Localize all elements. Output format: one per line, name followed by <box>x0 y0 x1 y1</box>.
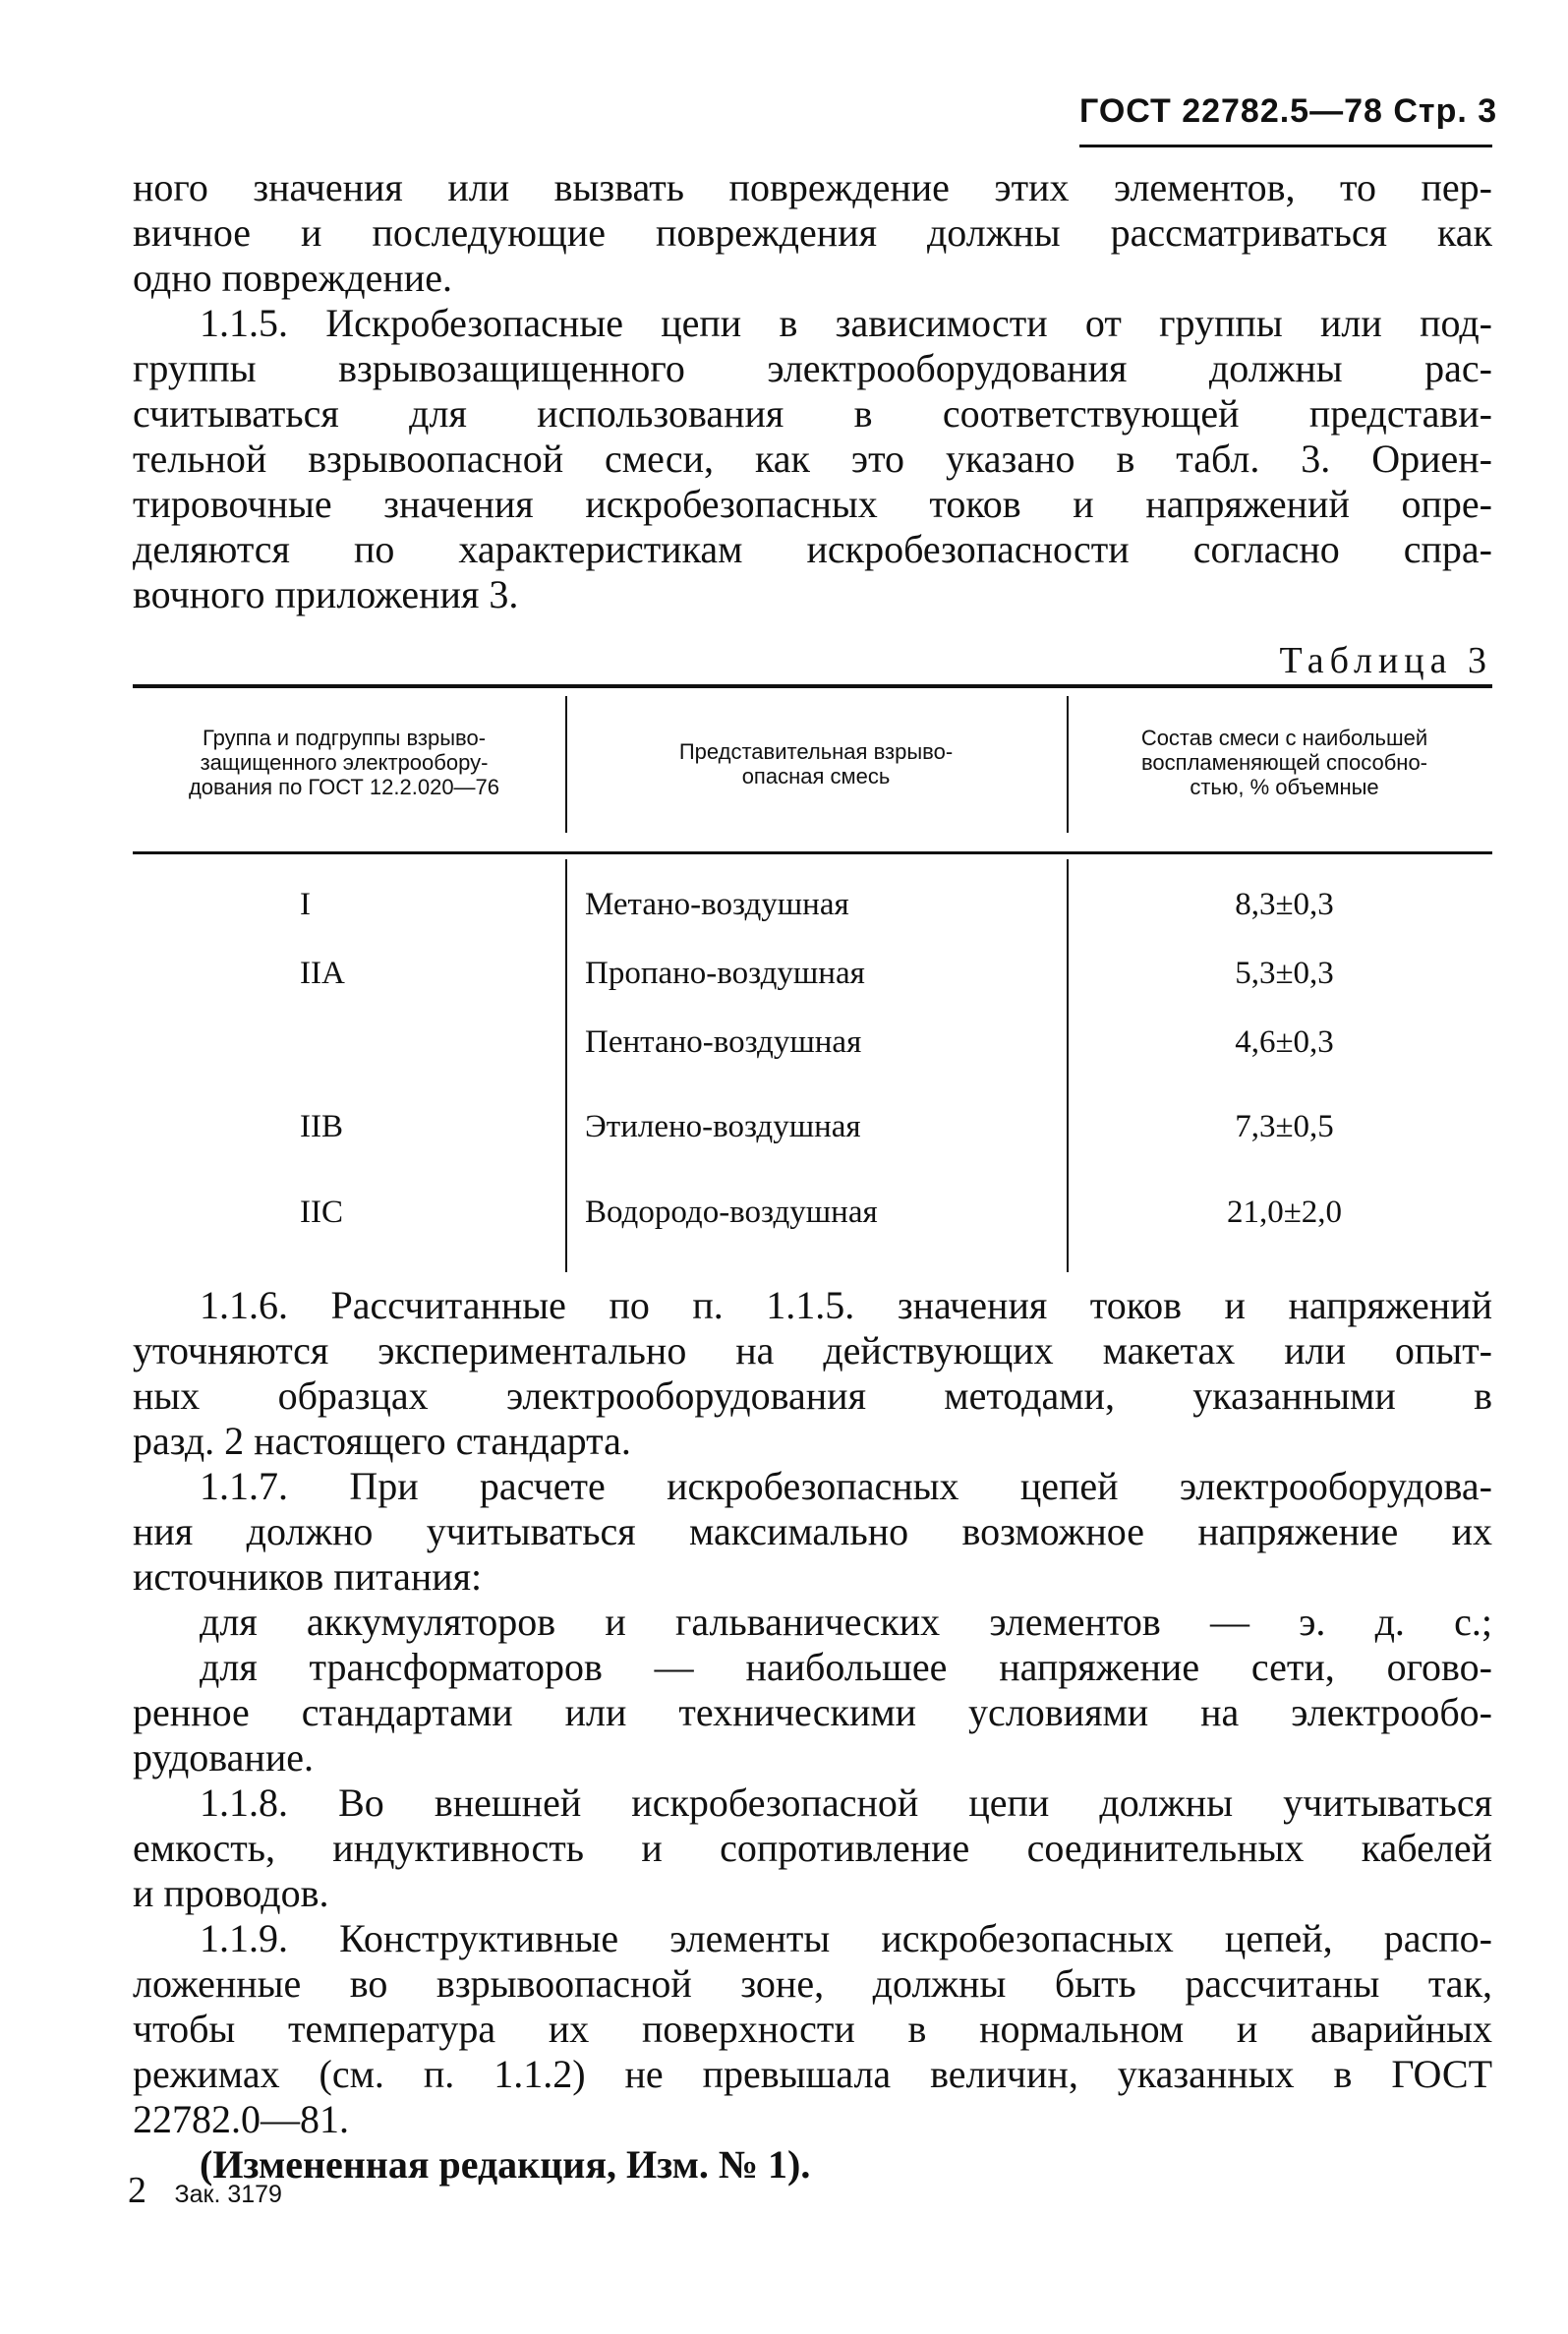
text-line: 1.1.6. Рассчитанные по п. 1.1.5. значения токов и напряжений <box>200 1283 1492 1327</box>
text-line: уточняются экспериментально на действующих макетах или опыт- <box>133 1328 1492 1372</box>
cell-mixture: Метано-воздушная <box>585 887 849 922</box>
paragraph-1-1-7 <box>133 1464 1492 1780</box>
table-header-rule <box>133 851 1492 854</box>
paragraph-continuation <box>133 165 1492 301</box>
text-line: для аккумуляторов и гальванических элементов — э. д. с.; <box>200 1600 1492 1644</box>
text-line: ложенные во взрывоопасной зоне, должны быть рассчитаны так, <box>133 1961 1492 2006</box>
table-row <box>133 1195 1492 1254</box>
order-number: Зак. 3179 <box>174 2181 282 2208</box>
cell-group: IIC <box>300 1195 343 1230</box>
cell-mixture: Пентано-воздушная <box>585 1024 862 1060</box>
amendment-note: (Измененная редакция, Изм. № 1). <box>200 2142 811 2187</box>
table-row <box>133 1024 1492 1083</box>
text-line: 1.1.9. Конструктивные элементы искробезопасных цепей, распо- <box>200 1916 1492 1960</box>
text-line: для трансформаторов — наибольшее напряжение сети, огово- <box>200 1645 1492 1689</box>
column-header-mixture: Представительная взрыво- опасная смесь <box>678 739 954 788</box>
cell-mixture: Пропано-воздушная <box>585 956 865 991</box>
paragraph-1-1-6 <box>133 1283 1492 1464</box>
column-header-group: Группа и подгруппы взрыво- защищенного электрообору- дования по ГОСТ 12.2.020—76 <box>188 726 500 799</box>
text-line: чтобы температура их поверхности в нормальном и аварийных <box>133 2007 1492 2051</box>
header-title: ГОСТ 22782.5—78 Стр. 3 <box>1079 92 1498 130</box>
cell-composition: 5,3±0,3 <box>1235 956 1334 991</box>
text-line: разд. 2 настоящего стандарта. <box>133 1419 631 1463</box>
paragraph-1-1-9 <box>133 1916 1492 2188</box>
text-line: ния должно учитываться максимально возможное напряжение их <box>133 1509 1492 1553</box>
page-header <box>1079 92 1498 147</box>
text-line: вичное и последующие повреждения должны рассматриваться как <box>133 210 1492 255</box>
table-row <box>133 956 1492 1015</box>
text-line: емкость, индуктивность и сопротивление соединительных кабелей <box>133 1826 1492 1870</box>
cell-mixture: Этилено-воздушная <box>585 1109 861 1144</box>
text-line: 1.1.8. Во внешней искробезопасной цепи должны учитываться <box>200 1780 1492 1825</box>
page-footer <box>128 2169 282 2212</box>
text-line: тировочные значения искробезопасных токов и напряжений опре- <box>133 482 1492 526</box>
cell-mixture: Водородо-воздушная <box>585 1195 878 1230</box>
text-line: источников питания: <box>133 1554 483 1599</box>
cell-group: IIB <box>300 1109 343 1144</box>
table-caption: Таблица 3 <box>1279 640 1492 681</box>
text-line: рудование. <box>133 1735 314 1780</box>
table-row <box>133 887 1492 946</box>
text-line: ренное стандартами или техническими условиями на электрообо- <box>133 1690 1492 1734</box>
text-line: 22782.0—81. <box>133 2097 349 2141</box>
page-number: 2 <box>128 2170 146 2211</box>
cell-composition: 7,3±0,5 <box>1235 1109 1334 1144</box>
cell-group: IIA <box>300 956 345 991</box>
text-line: деляются по характеристикам искробезопасности согласно спра- <box>133 527 1492 571</box>
cell-composition: 4,6±0,3 <box>1235 1024 1334 1060</box>
cell-composition: 8,3±0,3 <box>1235 887 1334 922</box>
column-header-composition: Состав смеси с наибольшей воспламеняющей способно- стью, % объемные <box>1140 726 1428 799</box>
text-line: 1.1.7. При расчете искробезопасных цепей электрооборудова- <box>200 1464 1492 1508</box>
text-line: тельной взрывоопасной смеси, как это указано в табл. 3. Ориен- <box>133 437 1492 481</box>
text-line: одно повреждение. <box>133 256 452 300</box>
table-3 <box>133 684 1492 1274</box>
text-line: считываться для использования в соответствующей представи- <box>133 391 1492 436</box>
paragraph-1-1-8 <box>133 1780 1492 1916</box>
text-line: группы взрывозащищенного электрооборудования должны рас- <box>133 346 1492 390</box>
text-line: вочного приложения 3. <box>133 572 519 616</box>
cell-group: I <box>300 887 311 922</box>
column-divider <box>565 696 567 833</box>
text-line: режимах (см. п. 1.1.2) не превышала величин, указанных в ГОСТ <box>133 2052 1492 2096</box>
cell-composition: 21,0±2,0 <box>1226 1195 1343 1230</box>
text-line: ных образцах электрооборудования методами, указанными в <box>133 1373 1492 1418</box>
column-divider <box>1067 696 1069 833</box>
header-rule <box>1079 145 1492 147</box>
text-line: и проводов. <box>133 1871 329 1915</box>
text-line: ного значения или вызвать повреждение этих элементов, то пер- <box>133 165 1492 209</box>
text-line: 1.1.5. Искробезопасные цепи в зависимости от группы или под- <box>200 301 1492 345</box>
table-row <box>133 1109 1492 1168</box>
paragraph-1-1-5 <box>133 301 1492 617</box>
table-top-rule <box>133 684 1492 688</box>
